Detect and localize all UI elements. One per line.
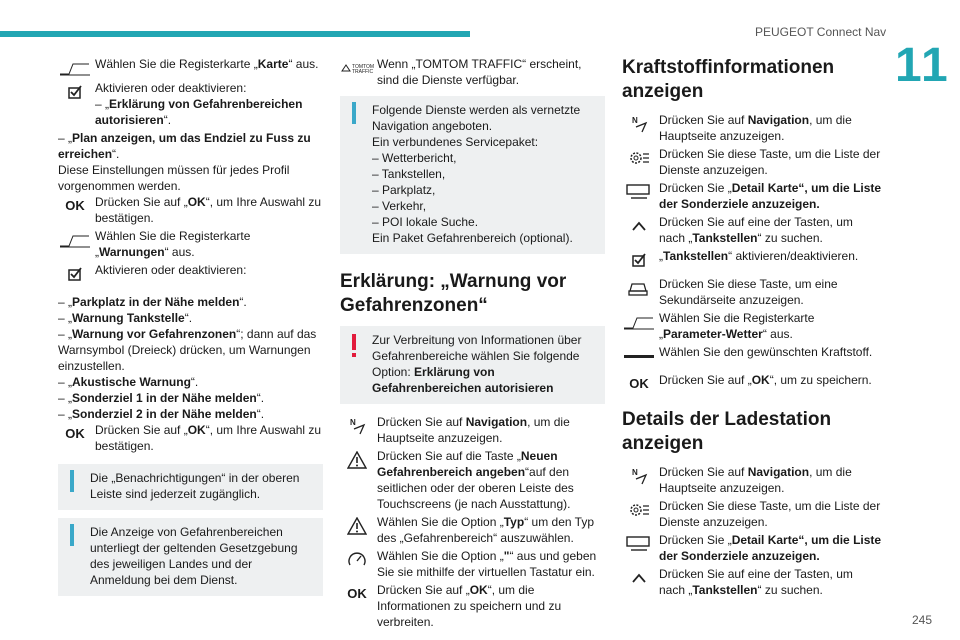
- list-item: – Tankstellen,: [372, 167, 446, 181]
- step-secondary-page: Drücken Sie diese Taste, um eine Sekundärseite anzuzeigen.: [622, 276, 882, 308]
- step-navigation: N Drücken Sie auf Navigation, um die Hauptseite anzuzeigen.: [622, 464, 882, 496]
- gear-list-icon: [622, 500, 656, 520]
- list-item: – Wetterbericht,: [372, 151, 457, 165]
- ok-icon: OK: [347, 586, 367, 601]
- list-item: – „Sonderziel 2 in der Nähe melden“.: [58, 407, 265, 421]
- checkbox-icon: [622, 250, 656, 270]
- step-select-map-tab: Wählen Sie die Registerkarte „Karte“ aus.: [58, 56, 323, 74]
- navigation-icon: [622, 466, 656, 486]
- step-toggle-warnings: Aktivieren oder deaktivieren:: [58, 262, 323, 292]
- list-item: – „Akustische Warnung“.: [58, 375, 199, 389]
- step-navigation: N Drücken Sie auf Navigation, um die Hauptseite anzuzeigen.: [340, 414, 605, 446]
- checkbox-icon: [58, 264, 92, 284]
- navigation-icon: [622, 114, 656, 134]
- tomtom-traffic-icon: [340, 58, 374, 78]
- info-icon-bar: [352, 106, 356, 124]
- tab-icon: [622, 312, 656, 332]
- list-item: – „Warnung Tankstelle“.: [58, 311, 193, 325]
- svg-text:N: N: [350, 418, 356, 427]
- step-select-fuel: Wählen Sie den gewünschten Kraftstoff.: [622, 344, 882, 362]
- info-icon-bar: [70, 474, 74, 492]
- warning-triangle-icon: [340, 516, 374, 536]
- tomtom-traffic-info: TOMTOM TRAFFIC Wenn „TOMTOM TRAFFIC“ erscheint, sind die Dienste verfügbar.: [340, 56, 605, 88]
- info-note-text: Ein verbundenes Servicepaket:: [372, 135, 539, 149]
- info-note-services: [340, 96, 605, 254]
- info-note-text: Ein Paket Gefahrenbereich (optional).: [372, 231, 573, 245]
- step-services-list: Drücken Sie diese Taste, um die Liste der Dienste anzuzeigen.: [622, 146, 882, 178]
- tab-icon: [58, 58, 92, 78]
- fuel-list-icon: [622, 346, 656, 366]
- warning-icon-dot: [352, 353, 356, 357]
- step-map-detail: Drücken Sie „Detail Karte“, um die Liste der Sonderziele anzuzeigen.: [622, 180, 882, 212]
- svg-text:TRAFFIC: TRAFFIC: [352, 69, 374, 75]
- step-map-detail: Drücken Sie „Detail Karte“, um die Liste der Sonderziele anzuzeigen.: [622, 532, 882, 564]
- svg-text:N: N: [632, 468, 638, 477]
- step-confirm-ok: OK Drücken Sie auf „OK“, um Ihre Auswahl zu bestätigen.: [58, 422, 323, 454]
- info-note-text: Die „Benachrichtigungen“ in der oberen Leiste sind jederzeit zugänglich.: [90, 471, 300, 501]
- gear-list-icon: [622, 148, 656, 168]
- list-item: – „Warnung vor Gefahrenzonen“; dann auf das Warnsymbol (Dreieck) drücken, um Warnungen einzustellen.: [58, 327, 317, 373]
- chapter-number: 11: [895, 39, 950, 92]
- step-toggle-station: „Tankstellen“ aktivieren/deaktivieren.: [622, 248, 882, 266]
- chevron-up-icon: [622, 568, 656, 588]
- speedometer-icon: [340, 550, 374, 570]
- step-search-station: Drücken Sie auf eine der Tasten, um nach „Tankstellen“ zu suchen.: [622, 214, 882, 246]
- warning-icon: [352, 334, 356, 350]
- warning-triangle-icon: [340, 450, 374, 470]
- step-search-station: Drücken Sie auf eine der Tasten, um nach „Tankstellen“ zu suchen.: [622, 566, 882, 598]
- step-navigation: N Drücken Sie auf Navigation, um die Hauptseite anzuzeigen.: [622, 112, 882, 144]
- svg-text:TOMTOM: TOMTOM: [352, 64, 374, 70]
- step-select-warnings-tab: Wählen Sie die Registerkarte „Warnungen“ aus.: [58, 228, 323, 260]
- step-new-danger-zone: Drücken Sie auf die Taste „Neuen Gefahrenbereich angeben“auf den seitlichen oder der oberen Leiste des Touchscreens (je nach Ausstattung).: [340, 448, 605, 512]
- navigation-icon: [340, 416, 374, 436]
- list-item: – Verkehr,: [372, 199, 427, 213]
- map-detail-icon: [622, 182, 656, 202]
- column-left: [58, 56, 323, 604]
- ok-icon: OK: [629, 376, 649, 391]
- column-middle: [340, 56, 605, 632]
- checkbox-icon: [58, 82, 92, 102]
- info-note-text: Die Anzeige von Gefahrenbereichen unterliegt der geltenden Gesetzgebung des jeweiligen Landes und der Anmeldung bei dem Dienst.: [90, 525, 298, 587]
- list-item: – „Sonderziel 1 in der Nähe melden“.: [58, 391, 265, 405]
- profile-note: Diese Einstellungen müssen für jedes Profil vorgenommen werden.: [58, 163, 290, 193]
- step-speed-option: Wählen Sie die Option „"“ aus und geben Sie sie mithilfe der virtuellen Tastatur ein.: [340, 548, 605, 580]
- column-right: [622, 56, 882, 600]
- info-icon-bar: [70, 528, 74, 546]
- option-plan-walk: – „Plan anzeigen, um das Endziel zu Fuss zu erreichen“.: [58, 131, 311, 161]
- list-item: – Parkplatz,: [372, 183, 436, 197]
- section-heading: Kraftstoffinformationen anzeigen: [622, 57, 835, 102]
- warning-note-text: Zur Verbreitung von Informationen über Gefahrenbereiche wählen Sie folgende Option: Erklärung von Gefahrenbereichen autorisieren: [372, 333, 582, 395]
- page-number: 245: [912, 613, 933, 627]
- step-services-list: Drücken Sie diese Taste, um die Liste der Dienste anzuzeigen.: [622, 498, 882, 530]
- step-select-parameter-tab: Wählen Sie die Registerkarte „Parameter-Wetter“ aus.: [622, 310, 882, 342]
- list-item: – „Parkplatz in der Nähe melden“.: [58, 295, 247, 309]
- step-confirm-ok: OK Drücken Sie auf „OK“, um die Informationen zu speichern und zu verbreiten.: [340, 582, 605, 630]
- section-heading: Details der Ladestation anzeigen: [622, 409, 832, 454]
- info-note-text: Folgende Dienste werden als vernetzte Navigation angeboten.: [372, 103, 581, 133]
- section-heading: Erklärung: „Warnung vor Gefahrenzonen“: [340, 271, 567, 316]
- step-confirm-ok: OK Drücken Sie auf „OK“, um Ihre Auswahl zu bestätigen.: [58, 194, 323, 226]
- warning-note: [340, 326, 605, 404]
- ok-icon: OK: [65, 426, 85, 441]
- step-confirm-ok: OK Drücken Sie auf „OK“, um zu speichern.: [622, 372, 882, 390]
- map-detail-icon: [622, 534, 656, 554]
- step-toggle-options: Aktivieren oder deaktivieren: – „Erklärung von Gefahrenbereichen autorisieren“.: [58, 80, 323, 128]
- settings-car-icon: [622, 278, 656, 298]
- tab-icon: [58, 230, 92, 250]
- info-note: [58, 464, 323, 510]
- header-accent-bar: [0, 31, 470, 37]
- info-note: [58, 518, 323, 596]
- list-item: – POI lokale Suche.: [372, 215, 479, 229]
- ok-icon: OK: [65, 198, 85, 213]
- step-select-type: Wählen Sie die Option „Typ“ um den Typ des „Gefahrenbereich“ auszuwählen.: [340, 514, 605, 546]
- header-title: PEUGEOT Connect Nav: [755, 25, 887, 39]
- chevron-up-icon: [622, 216, 656, 236]
- svg-text:N: N: [632, 116, 638, 125]
